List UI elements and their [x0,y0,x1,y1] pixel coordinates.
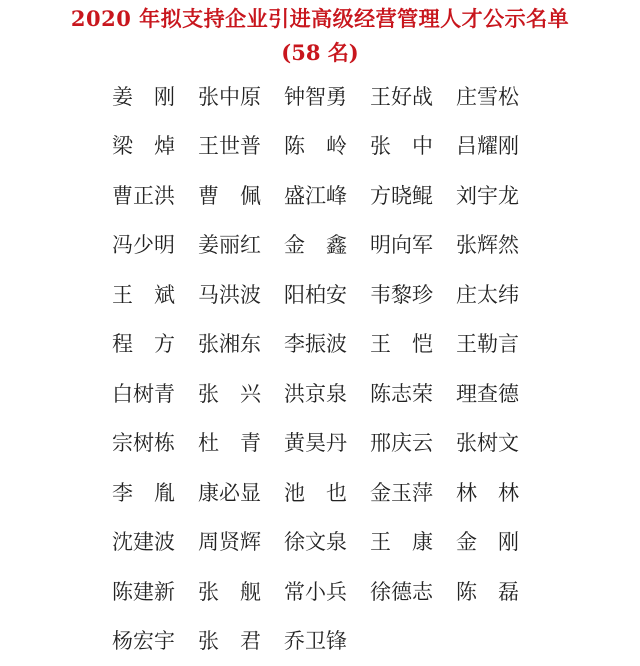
name-item: 程 方 [112,332,175,357]
name-item: 王 康 [370,530,433,555]
name-item: 姜丽红 [198,233,261,258]
document-title: 2020 年拟支持企业引进高级经营管理人才公示名单 [70,6,570,31]
name-item: 张辉然 [456,233,519,258]
name-item: 张 兴 [198,381,261,406]
name-item: 张树文 [456,431,519,456]
name-item: 金 鑫 [284,233,347,258]
name-item: 洪京泉 [284,381,347,406]
name-item: 金玉萍 [370,480,433,505]
name-item: 张 舰 [198,579,261,604]
name-item: 刘宇龙 [456,183,519,208]
name-item: 王好战 [370,84,433,109]
name-item: 庄雪松 [456,84,519,109]
name-item: 金 刚 [456,530,519,555]
name-item: 王勒言 [456,332,519,357]
name-item: 邢庆云 [370,431,433,456]
name-item: 李振波 [284,332,347,357]
name-item: 陈建新 [112,579,175,604]
name-item: 梁 焯 [112,134,175,159]
name-item: 张 君 [198,629,261,654]
name-item: 沈建波 [112,530,175,555]
name-item: 姜 刚 [112,84,175,109]
name-item: 张湘东 [198,332,261,357]
name-item: 宗树栋 [112,431,175,456]
name-item: 张中原 [198,84,261,109]
name-item: 钟智勇 [284,84,347,109]
name-item: 杨宏宇 [112,629,175,654]
name-item: 池 也 [284,480,347,505]
name-count: (58 名) [281,40,359,65]
name-item: 陈 磊 [456,579,519,604]
name-item: 马洪波 [198,282,261,307]
name-item: 盛江峰 [284,183,347,208]
name-item: 王 恺 [370,332,433,357]
name-list [112,72,532,666]
name-item: 乔卫锋 [284,629,347,654]
name-item: 徐德志 [370,579,433,604]
name-item: 陈 岭 [284,134,347,159]
name-item: 黄昊丹 [284,431,347,456]
name-item: 阳柏安 [284,282,347,307]
name-item: 陈志荣 [370,381,433,406]
name-item: 张 中 [370,134,433,159]
name-item: 庄太纬 [456,282,519,307]
name-item: 白树青 [112,381,175,406]
name-item: 常小兵 [284,579,347,604]
name-item: 方晓鲲 [370,183,433,208]
name-item: 曹 佩 [198,183,261,208]
name-item: 明向军 [370,233,433,258]
name-item: 曹正洪 [112,183,175,208]
name-item: 李 胤 [112,480,175,505]
name-item: 韦黎珍 [370,282,433,307]
name-item: 周贤辉 [198,530,261,555]
name-item: 冯少明 [112,233,175,258]
name-item: 康必显 [198,480,261,505]
name-item: 徐文泉 [284,530,347,555]
name-item: 王世普 [198,134,261,159]
name-item: 林 林 [456,480,519,505]
name-item: 理查德 [456,381,519,406]
name-item: 杜 青 [198,431,261,456]
name-item: 王 斌 [112,282,175,307]
name-item: 吕耀刚 [456,134,519,159]
